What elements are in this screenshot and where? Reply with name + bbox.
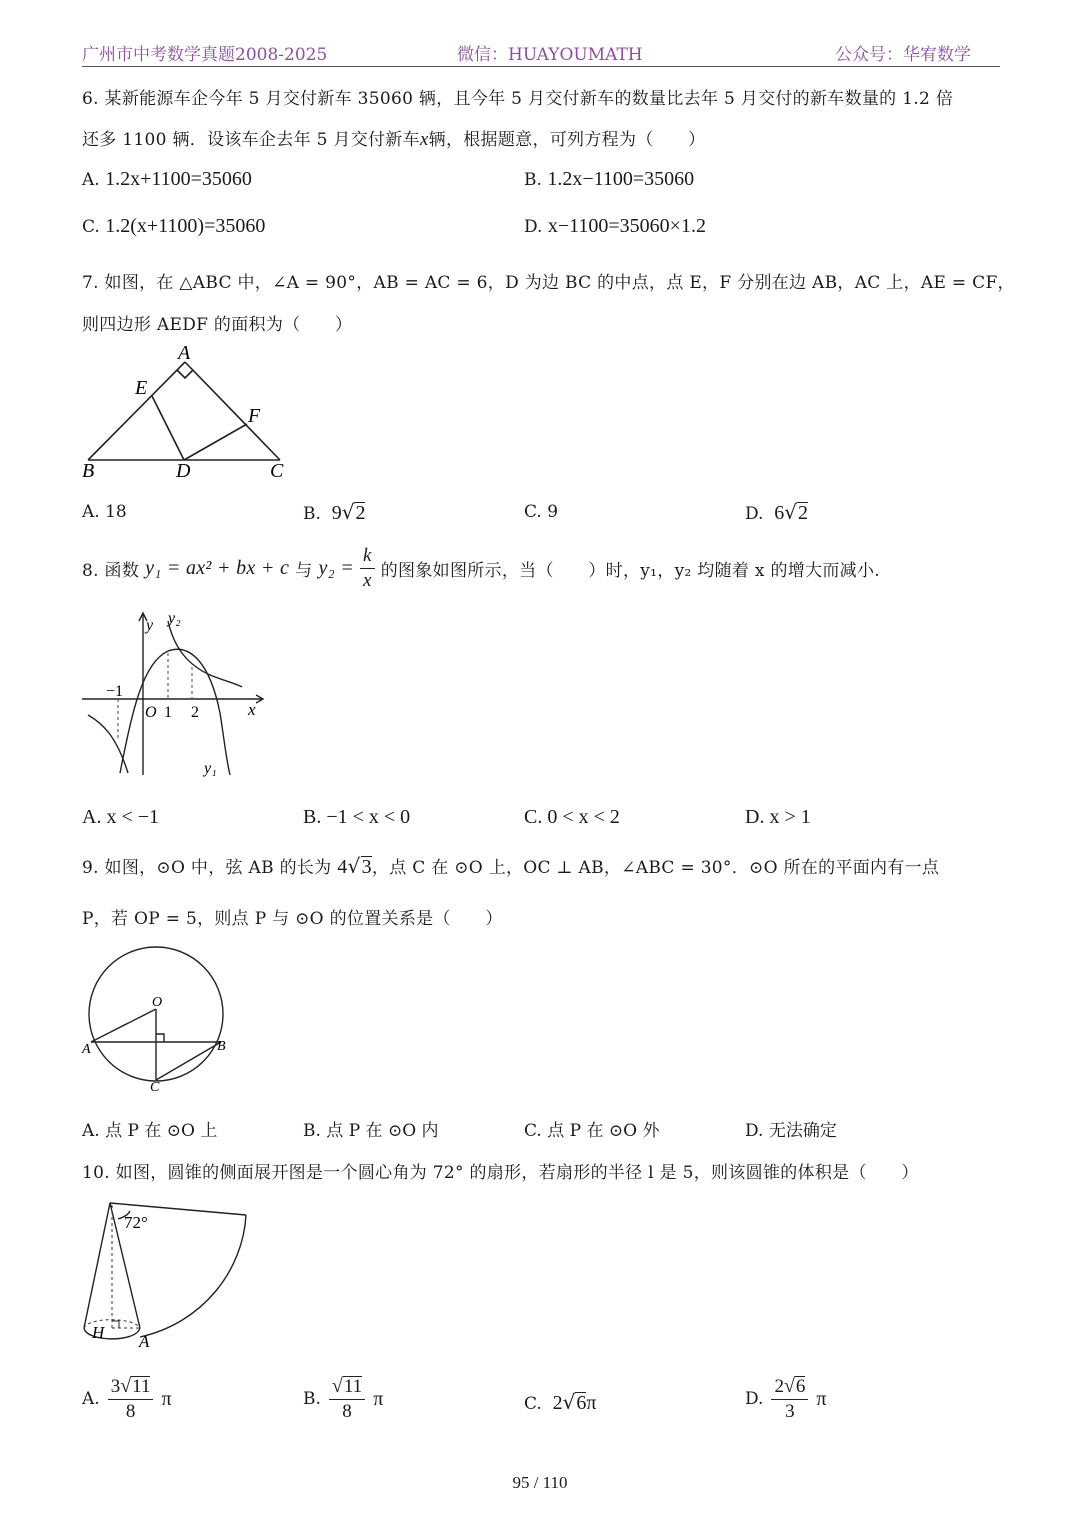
- fig8-label-neg1: −1: [106, 683, 124, 700]
- fig10-label-angle: 72°: [124, 1213, 148, 1232]
- q10-option-b: B. $\frac{√11}{8}$ π: [303, 1375, 384, 1422]
- fig7-label-d: D: [176, 460, 191, 482]
- fig7-label-c: C: [270, 460, 284, 482]
- q9-line2: P，若 OP = 5，则点 P 与 ⊙O 的位置关系是（ ）: [82, 909, 503, 929]
- fig7-label-e: E: [135, 377, 148, 399]
- fig9-label-b: B: [217, 1039, 226, 1054]
- q8-option-a: A. x < −1: [82, 806, 160, 828]
- fig8-label-y2: y₂: [168, 610, 181, 627]
- fig8-label-y: y: [146, 617, 154, 634]
- fig7-label-a: A: [178, 342, 191, 364]
- header-left: 广州市中考数学真题2008-2025: [82, 45, 328, 65]
- q10-option-a: A. $\frac{3√11}{8}$ π: [82, 1375, 172, 1422]
- q9-option-a: A. 点 P 在 ⊙O 上: [82, 1121, 218, 1141]
- fig7-label-b: B: [82, 460, 95, 482]
- q9-option-c: C. 点 P 在 ⊙O 外: [524, 1121, 660, 1141]
- q8-option-b: B. −1 < x < 0: [303, 806, 411, 828]
- q9-option-b: B. 点 P 在 ⊙O 内: [303, 1121, 439, 1141]
- page-number: 95 / 110: [512, 1473, 568, 1492]
- q7-line1: 7. 如图，在 △ABC 中，∠A = 90°，AB = AC = 6，D 为边 BC 的中点，点 E，F 分别在边 AB，AC 上，AE = CF，: [82, 273, 1015, 293]
- fig10-label-a: A: [139, 1332, 150, 1351]
- header-center: 微信：HUAYOUMATH: [457, 45, 643, 65]
- q7-option-b: B. 9√2: [303, 500, 366, 524]
- fig9-label-c: C: [150, 1080, 160, 1095]
- q6-line1: 6. 某新能源车企今年 5 月交付新车 35060 辆，且今年 5 月交付新车的数量比去年 5 月交付的新车数量的 1.2 倍: [82, 89, 954, 109]
- header-right: 公众号：华宥数学: [835, 45, 971, 65]
- fig10-label-h: H: [92, 1323, 105, 1342]
- fig8-label-origin: O: [145, 704, 157, 721]
- fig8-label-2: 2: [191, 704, 199, 721]
- fig7-label-f: F: [248, 405, 261, 427]
- q7-triangle-figure: [80, 340, 300, 485]
- q10-cone-figure: [78, 1195, 258, 1355]
- q7-option-c: C. 9: [524, 502, 559, 522]
- q8-option-d: D. x > 1: [745, 806, 811, 828]
- q7-line2: 则四边形 AEDF 的面积为（ ）: [82, 315, 353, 335]
- fig8-label-x: x: [248, 700, 256, 719]
- fig9-label-o: O: [152, 995, 163, 1010]
- q9-line1: 9. 如图，⊙O 中，弦 AB 的长为 4√3，点 C 在 ⊙O 上，OC ⊥ AB，∠ABC = 30°．⊙O 所在的平面内有一点: [82, 854, 940, 878]
- fig9-label-a: A: [82, 1042, 91, 1057]
- q10-option-d: D. $\frac{2√6}{3}$ π: [745, 1375, 827, 1422]
- header-divider: [82, 66, 1000, 67]
- q10-option-c: C. 2√6π: [524, 1390, 597, 1414]
- q6-option-b: B. 1.2x−1100=35060: [524, 168, 695, 190]
- fig8-label-1: 1: [164, 704, 172, 721]
- q6-option-c: C. 1.2(x+1100)=35060: [82, 215, 266, 237]
- q7-option-d: D. 6√2: [745, 500, 808, 524]
- q6-line2: 还多 1100 辆．设该车企去年 5 月交付新车x辆，根据题意，可列方程为（ ）: [82, 129, 706, 150]
- q7-option-a: A. 18: [82, 502, 127, 522]
- q9-option-d: D. 无法确定: [745, 1121, 837, 1141]
- q6-option-a: A. 1.2x+1100=35060: [82, 168, 252, 190]
- q8-line1: 8. 函数 y₁ = ax² + bx + c 与 y₂ = $\frac{k}{x}$ 的图象如图所示，当（ ）时，y₁，y₂ 均随着 x 的增大而减小.: [82, 545, 880, 591]
- q9-circle-figure: [80, 938, 240, 1098]
- q6-option-d: D. x−1100=35060×1.2: [524, 215, 706, 237]
- q10-line1: 10. 如图，圆锥的侧面展开图是一个圆心角为 72° 的扇形，若扇形的半径 l 是 5，则该圆锥的体积是（ ）: [82, 1163, 919, 1183]
- q8-function-graph: [80, 603, 270, 783]
- fig8-label-y1: y₁: [204, 760, 217, 777]
- q8-option-c: C. 0 < x < 2: [524, 806, 620, 828]
